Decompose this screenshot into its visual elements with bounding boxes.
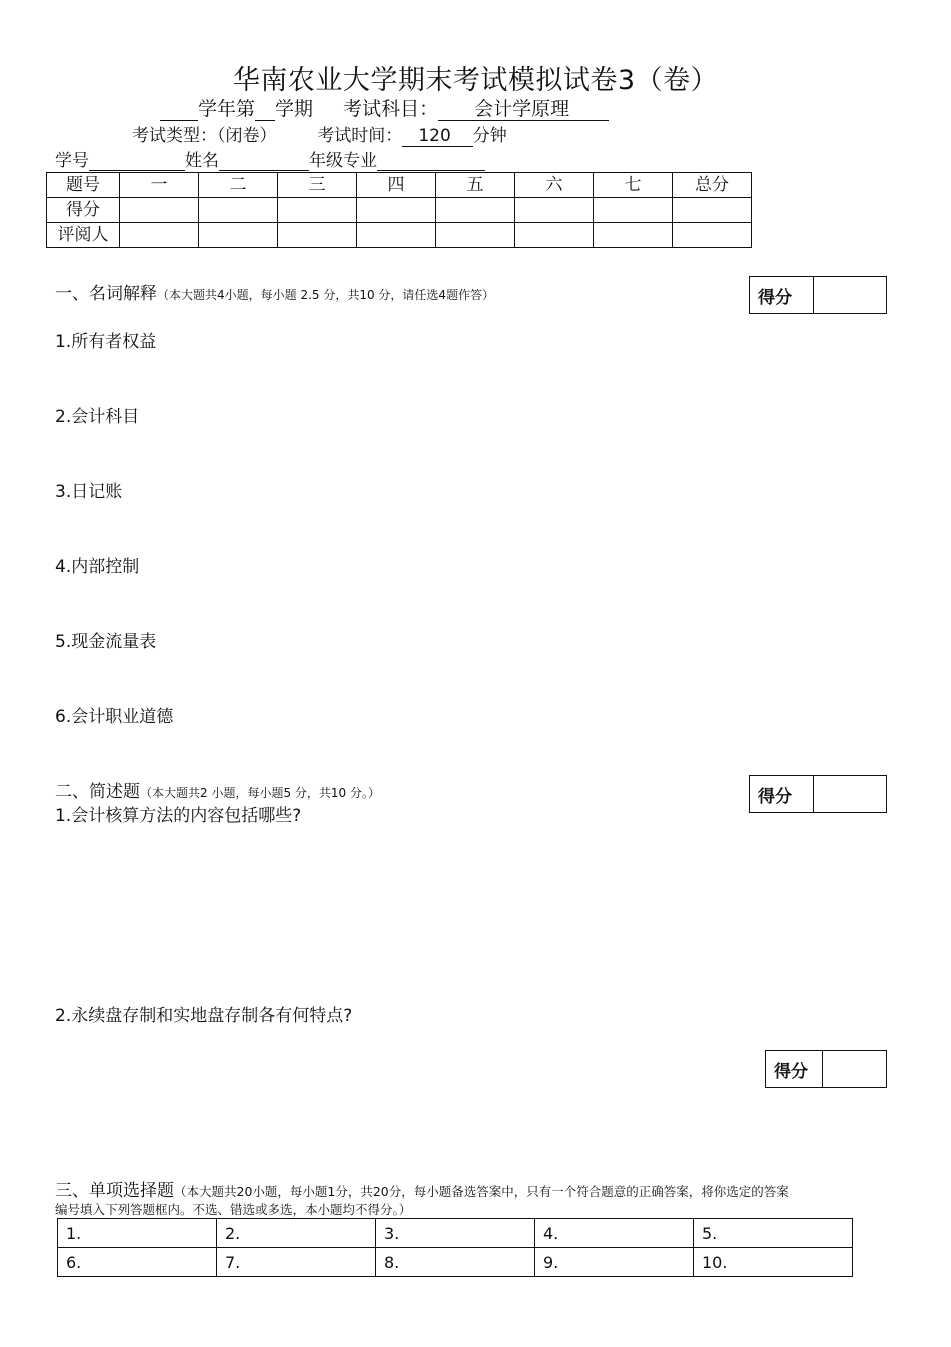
answer-cell[interactable]: 7. (217, 1248, 376, 1277)
student-id-field[interactable] (89, 152, 185, 171)
score-cell[interactable] (120, 198, 199, 223)
time-label: 考试时间： (317, 126, 403, 146)
score-box-label: 得分 (750, 277, 814, 313)
table-cell: 六 (515, 173, 594, 198)
table-cell: 得分 (47, 198, 120, 223)
table-cell: 评阅人 (47, 223, 120, 248)
section3-note-line2: 编号填入下列答题框内。不选、错选或多选，本小题均不得分。） (55, 1202, 412, 1217)
year-blank[interactable] (160, 102, 198, 121)
section2-score-box (749, 775, 887, 813)
section3-heading: 三、单项选择题（本大题共20小题，每小题1分，共20分，每小题备选答案中，只有一个符合题意的正确答案，将你选定的答案 (55, 1181, 789, 1201)
answer-cell[interactable]: 5. (694, 1219, 853, 1248)
answer-cell[interactable]: 10. (694, 1248, 853, 1277)
score-cell[interactable] (278, 198, 357, 223)
subject-value: 会计学原理 (438, 98, 609, 121)
answer-cell[interactable]: 8. (376, 1248, 535, 1277)
term-subject-line: 学年第 学期 考试科目： 会计学原理 (160, 94, 609, 121)
answer-cell[interactable]: 2. (217, 1219, 376, 1248)
list-item: 1.所有者权益 (55, 332, 157, 352)
answer-cell[interactable]: 3. (376, 1219, 535, 1248)
table-cell: 二 (199, 173, 278, 198)
exam-type: 考试类型：（闭卷） (132, 126, 277, 146)
time-unit: 分钟 (472, 126, 507, 146)
score-box-input[interactable] (814, 277, 886, 313)
score-cell[interactable] (673, 198, 752, 223)
score-box-label: 得分 (766, 1051, 823, 1087)
term-blank[interactable] (255, 102, 275, 121)
table-cell: 七 (594, 173, 673, 198)
reviewer-cell[interactable] (515, 223, 594, 248)
time-value: 120 (402, 126, 472, 147)
list-item: 3.日记账 (55, 482, 123, 502)
score-cell[interactable] (594, 198, 673, 223)
reviewer-cell[interactable] (673, 223, 752, 248)
exam-type-line (132, 121, 507, 146)
section3-score-box (765, 1050, 887, 1088)
grade-major-field[interactable] (377, 152, 485, 171)
list-item: 4.内部控制 (55, 557, 140, 577)
score-table-score-row (47, 198, 752, 223)
table-cell: 三 (278, 173, 357, 198)
answer-cell[interactable]: 1. (58, 1219, 217, 1248)
table-cell: 总分 (673, 173, 752, 198)
score-box-label: 得分 (750, 776, 814, 812)
reviewer-cell[interactable] (436, 223, 515, 248)
section1-score-box (749, 276, 887, 314)
score-box-input[interactable] (823, 1051, 886, 1087)
reviewer-cell[interactable] (594, 223, 673, 248)
student-name-field[interactable] (219, 152, 309, 171)
score-table-header-row (47, 173, 752, 198)
section2-heading: 二、简述题（本大题共2 小题，每小题5 分，共10 分。） (55, 782, 380, 802)
reviewer-cell[interactable] (199, 223, 278, 248)
list-item: 2.永续盘存制和实地盘存制各有何特点? (55, 1006, 353, 1026)
score-table (46, 172, 752, 248)
answer-cell[interactable]: 6. (58, 1248, 217, 1277)
answer-cell[interactable]: 9. (535, 1248, 694, 1277)
list-item: 6.会计职业道德 (55, 707, 174, 727)
list-item: 1.会计核算方法的内容包括哪些? (55, 806, 302, 826)
score-cell[interactable] (436, 198, 515, 223)
exam-title: 华南农业大学期末考试模拟试卷3（卷） (232, 65, 719, 96)
reviewer-cell[interactable] (357, 223, 436, 248)
score-box-input[interactable] (814, 776, 886, 812)
table-cell: 五 (436, 173, 515, 198)
score-cell[interactable] (199, 198, 278, 223)
score-cell[interactable] (357, 198, 436, 223)
reviewer-cell[interactable] (120, 223, 199, 248)
answer-row (58, 1219, 853, 1248)
answer-cell[interactable]: 4. (535, 1219, 694, 1248)
list-item: 5.现金流量表 (55, 632, 157, 652)
table-cell: 四 (357, 173, 436, 198)
table-cell: 题号 (47, 173, 120, 198)
subject-label: 考试科目： (343, 98, 439, 120)
answer-row (58, 1248, 853, 1277)
list-item: 2.会计科目 (55, 407, 140, 427)
table-cell: 一 (120, 173, 199, 198)
reviewer-cell[interactable] (278, 223, 357, 248)
section1-heading: 一、名词解释（本大题共4小题，每小题 2.5 分，共10 分，请任选4题作答） (55, 284, 495, 304)
score-cell[interactable] (515, 198, 594, 223)
student-info-line: 学号 姓名 年级专业 (55, 146, 485, 171)
score-table-reviewer-row (47, 223, 752, 248)
answer-table (57, 1218, 853, 1277)
